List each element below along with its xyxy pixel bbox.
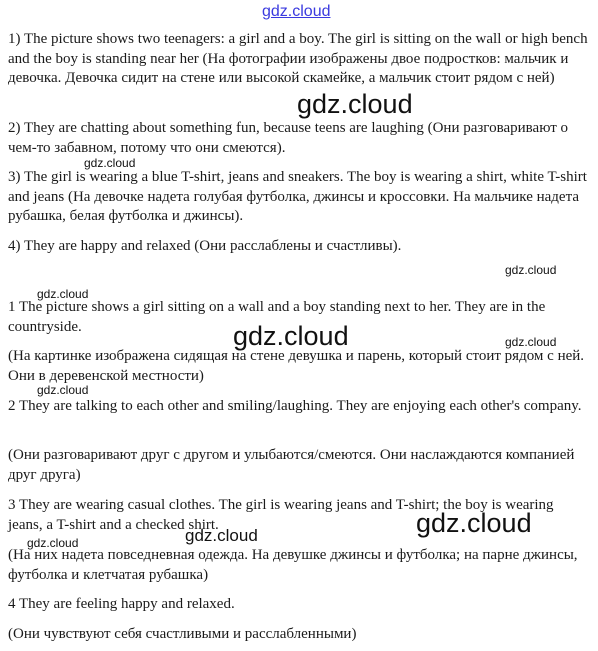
answer-set1-item1: 1) The picture shows two teenagers: a girl and a boy. The girl is sitting on the wall or high bench and the boy is standing near her (На фотографии изображены двое подростков: мальчик и девочка. Девочка сидит на стене или высокой скамейке, а мальчик стоит рядом с ней) bbox=[8, 31, 588, 86]
watermark-large: gdz.cloud bbox=[233, 321, 349, 351]
watermark-top: gdz.cloud bbox=[262, 3, 331, 20]
watermark-small: gdz.cloud bbox=[505, 335, 557, 349]
answer-set2-item4: 4 They are feeling happy and relaxed. bbox=[8, 596, 235, 612]
answer-set1-item4: 4) They are happy and relaxed (Они расслаблены и счастливы). bbox=[8, 238, 402, 254]
watermark-small: gdz.cloud bbox=[37, 287, 89, 301]
watermark-small: gdz.cloud bbox=[37, 383, 89, 397]
watermark-small: gdz.cloud bbox=[505, 263, 557, 277]
watermark-small: gdz.cloud bbox=[27, 536, 79, 550]
watermark-large: gdz.cloud bbox=[416, 508, 532, 538]
watermark-medium: gdz.cloud bbox=[185, 526, 258, 545]
answer-set2-item2: 2 They are talking to each other and smiling/laughing. They are enjoying each other's company. bbox=[8, 398, 582, 414]
answer-set1-item3: 3) The girl is wearing a blue T-shirt, jeans and sneakers. The boy is wearing a shirt, white T-shirt and jeans (На девочке надета голубая футболка, джинсы и кроссовки. На мальчике надета рубашка, белая футболка и джинсы). bbox=[8, 169, 587, 224]
answer-set2-item2-translation: (Они разговаривают друг с другом и улыбаются/смеются. Они наслаждаются компанией друг друга) bbox=[8, 447, 575, 483]
watermark-large: gdz.cloud bbox=[297, 89, 413, 119]
answer-set2-item1-translation: (На картинке изображена сидящая на стене девушка и парень, который стоит рядом с ней. Они в деревенской местности) bbox=[8, 348, 585, 384]
answer-set2-item3: 3 They are wearing casual clothes. The girl is wearing jeans and T-shirt; the boy is wearing jeans, a T-shirt and a checked shirt. bbox=[8, 497, 554, 533]
answer-set2-item3-translation: (На них надета повседневная одежда. На девушке джинсы и футболка; на парне джинсы, футболка и клетчатая рубашка) bbox=[8, 547, 578, 583]
watermark-small: gdz.cloud bbox=[84, 156, 136, 170]
answer-set1-item2: 2) They are chatting about something fun, because teens are laughing (Они разговаривают о чем-то забавном, потому что они смеются). bbox=[8, 120, 569, 156]
answer-set2-item1: 1 The picture shows a girl sitting on a wall and a boy standing next to her. They are in the countryside. bbox=[8, 299, 546, 335]
answer-set2-item4-translation: (Они чувствуют себя счастливыми и расслабленными) bbox=[8, 626, 357, 642]
